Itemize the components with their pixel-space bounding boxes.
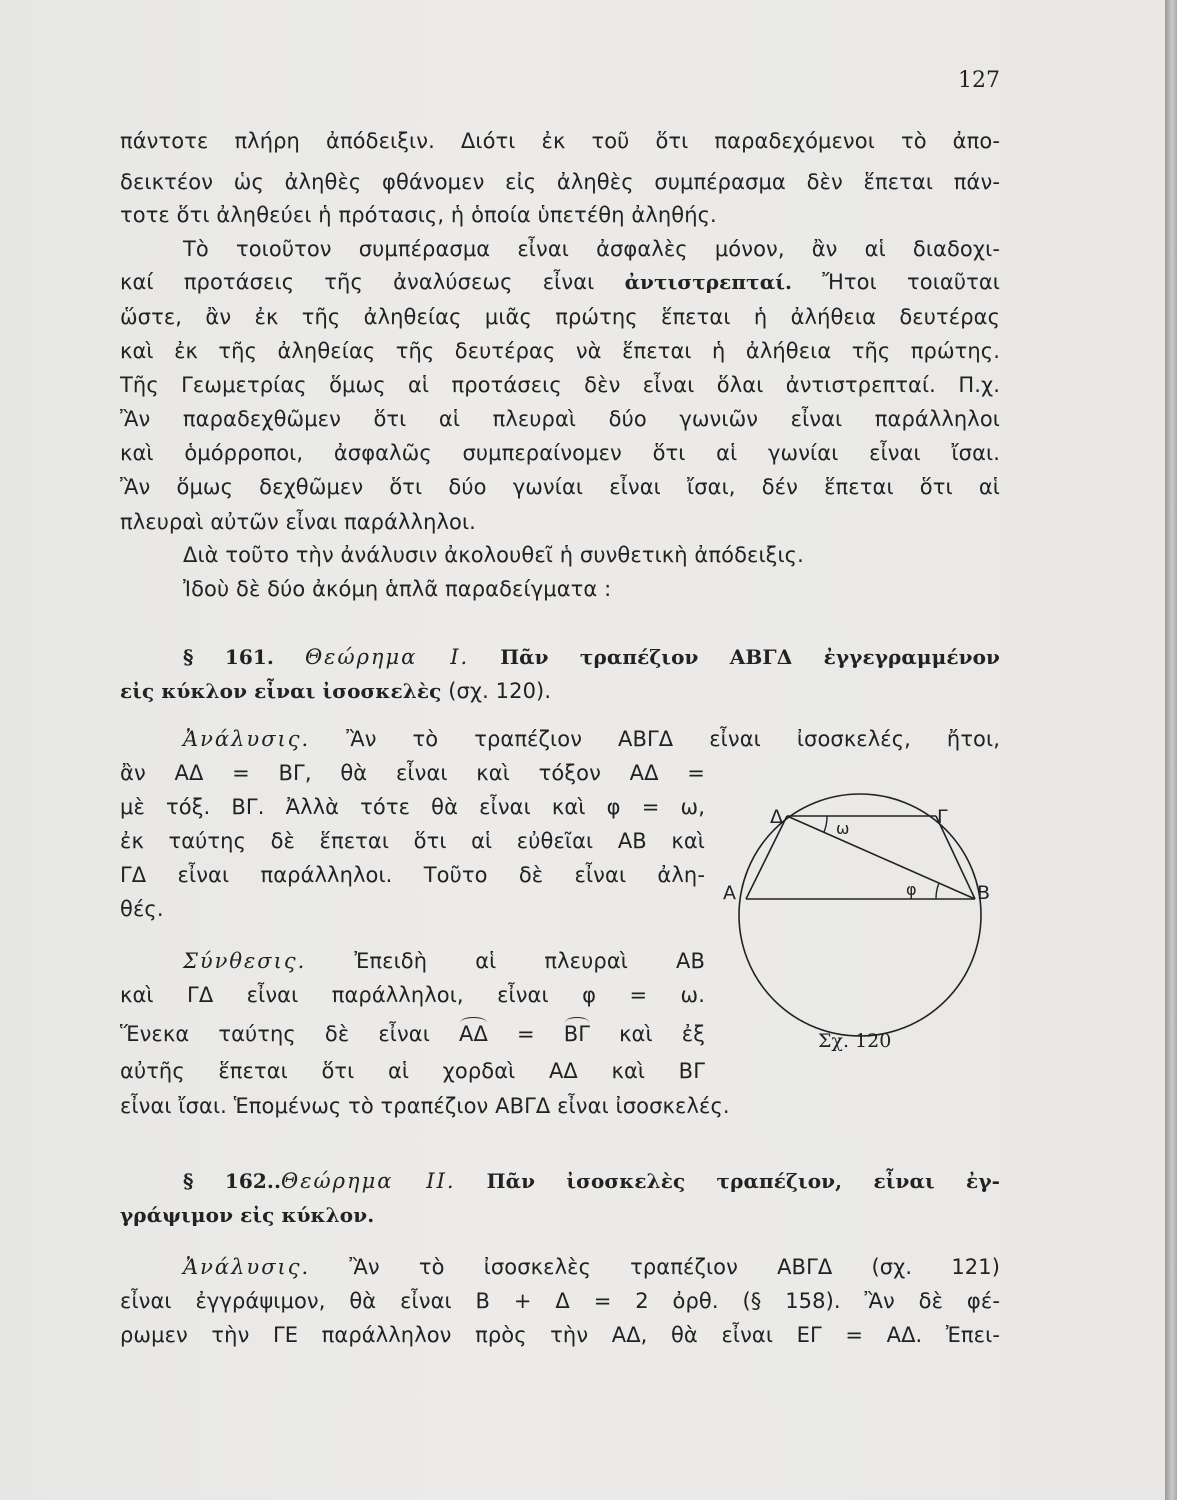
text-line: ὥστε, ἂν ἐκ τῆς ἀληθείας μιᾶς πρώτης ἕπεται ἡ ἀλήθεια δευτέρας: [120, 305, 1000, 329]
diagonal-db: [787, 816, 975, 899]
text-line: τοτε ὅτι ἀληθεύει ἡ πρότασις, ἡ ὁποία ὑπετέθη ἀληθής.: [120, 203, 717, 227]
arc-ad: ΑΔ: [459, 1017, 488, 1051]
figure-caption: Σχ. 120: [818, 1030, 892, 1052]
label-beta: Β: [977, 882, 991, 904]
label-alpha: Α: [723, 882, 736, 904]
analysis-line: μὲ τόξ. ΒΓ. Ἀλλὰ τότε θὰ εἶναι καὶ φ = ω,: [120, 795, 705, 819]
text-line: Ἂν ὅμως δεχθῶμεν ὅτι δύο γωνίαι εἶναι ἴσαι, δέν ἕπεται ὅτι αἱ: [120, 475, 1000, 499]
page-number: 127: [958, 68, 1000, 93]
label-omega: ω: [836, 819, 850, 838]
analysis-line: ΓΔ εἶναι παράλληλοι. Τοῦτο δὲ εἶναι ἀλη-: [120, 863, 705, 887]
synthesis-line: αὐτῆς ἕπεται ὅτι αἱ χορδαὶ ΑΔ καὶ ΒΓ: [120, 1059, 705, 1083]
label-gamma: Γ: [937, 806, 948, 828]
text-line: πάντοτε πλήρη ἀπόδειξιν. Διότι ἐκ τοῦ ὅτι παραδεχόμενοι τὸ ἀπο-: [120, 129, 1000, 153]
text-line: δεικτέον ὡς ἀληθὲς φθάνομεν εἰς ἀληθὲς συμπέρασμα δὲν ἕπεται πάν-: [120, 170, 1000, 194]
theorem-heading: § 162..Θεώρημα ΙΙ. Πᾶν ἰσοσκελὲς τραπέζιον, εἶναι ἐγ-: [183, 1169, 1001, 1193]
analysis-line: Ἀνάλυσις. Ἂν τὸ ἰσοσκελὲς τραπέζιον ΑΒΓΔ (σχ. 121): [183, 1255, 1000, 1279]
arc-bg: ΒΓ: [564, 1017, 590, 1051]
emphasis-term: ἀντιστρεπταί.: [624, 270, 793, 294]
synthesis-line: Σύνθεσις. Ἐπειδὴ αἱ πλευραὶ ΑΒ: [183, 949, 705, 973]
analysis-line: Ἀνάλυσις. Ἂν τὸ τραπέζιον ΑΒΓΔ εἶναι ἰσοσκελές, ἤτοι,: [183, 727, 1000, 751]
chord-ad: [746, 816, 787, 899]
text-line: καί προτάσεις τῆς ἀναλύσεως εἶναι ἀντιστρεπταί. Ἤτοι τοιαῦται: [120, 270, 1000, 294]
circumcircle: [739, 794, 981, 1036]
text-line: Ἰδοὺ δὲ δύο ἀκόμη ἁπλᾶ παραδείγματα :: [183, 577, 612, 601]
analysis-line: θές.: [120, 897, 164, 921]
analysis-line: ἐκ ταύτης δὲ ἕπεται ὅτι αἱ εὐθεῖαι ΑΒ καὶ: [120, 829, 705, 853]
label-phi: φ: [906, 880, 917, 899]
synthesis-line: εἶναι ἴσαι. Ἑπομένως τὸ τραπέζιον ΑΒΓΔ εἶναι ἰσοσκελές.: [120, 1094, 730, 1118]
text-line: Τὸ τοιοῦτον συμπέρασμα εἶναι ἀσφαλὲς μόνον, ἂν αἱ διαδοχι-: [183, 237, 1000, 261]
text-line: πλευραὶ αὐτῶν εἶναι παράλληλοι.: [120, 510, 476, 534]
angle-omega-arc: [824, 816, 827, 832]
analysis-line: ἂν ΑΔ = ΒΓ, θὰ εἶναι καὶ τόξον ΑΔ =: [120, 761, 705, 785]
theorem-heading: εἰς κύκλον εἶναι ἰσοσκελὲς (σχ. 120).: [120, 679, 552, 703]
text-line: Ἂν παραδεχθῶμεν ὅτι αἱ πλευραὶ δύο γωνιῶν εἶναι παράλληλοι: [120, 407, 1000, 431]
text-line: καὶ ὁμόρροποι, ἀσφαλῶς συμπεραίνομεν ὅτι αἱ γωνίαι εἶναι ἴσαι.: [120, 441, 1000, 465]
synthesis-line: Ἕνεκα ταύτης δὲ εἶναι ΑΔ = ΒΓ καὶ ἐξ: [120, 1017, 705, 1051]
analysis-line: ρωμεν τὴν ΓΕ παράλληλον πρὸς τὴν ΑΔ, θὰ εἶναι ΕΓ = ΑΔ. Ἐπει-: [120, 1323, 1000, 1347]
theorem-heading: § 161. Θεώρημα Ι. Πᾶν τραπέζιον ΑΒΓΔ ἐγγεγραμμένον: [183, 645, 1001, 669]
angle-phi-arc: [936, 883, 939, 899]
text-line: Διὰ τοῦτο τὴν ἀνάλυσιν ἀκολουθεῖ ἡ συνθετικὴ ἀπόδειξις.: [183, 543, 804, 567]
analysis-line: εἶναι ἐγγράψιμον, θὰ εἶναι Β + Δ = 2 ὀρθ. (§ 158). Ἂν δὲ φέ-: [120, 1289, 1000, 1313]
page-edge: [1165, 0, 1177, 1500]
text-line: καὶ ἐκ τῆς ἀληθείας τῆς δευτέρας νὰ ἕπεται ἡ ἀλήθεια τῆς πρώτης.: [120, 339, 1000, 363]
theorem-heading: γράψιμον εἰς κύκλον.: [120, 1203, 375, 1227]
label-delta: Δ: [770, 806, 783, 828]
text-line: Τῆς Γεωμετρίας ὅμως αἱ προτάσεις δὲν εἶναι ὅλαι ἀντιστρεπταί. Π.χ.: [120, 373, 1000, 397]
chord-bg: [936, 816, 975, 899]
synthesis-line: καὶ ΓΔ εἶναι παράλληλοι, εἶναι φ = ω.: [120, 983, 705, 1007]
